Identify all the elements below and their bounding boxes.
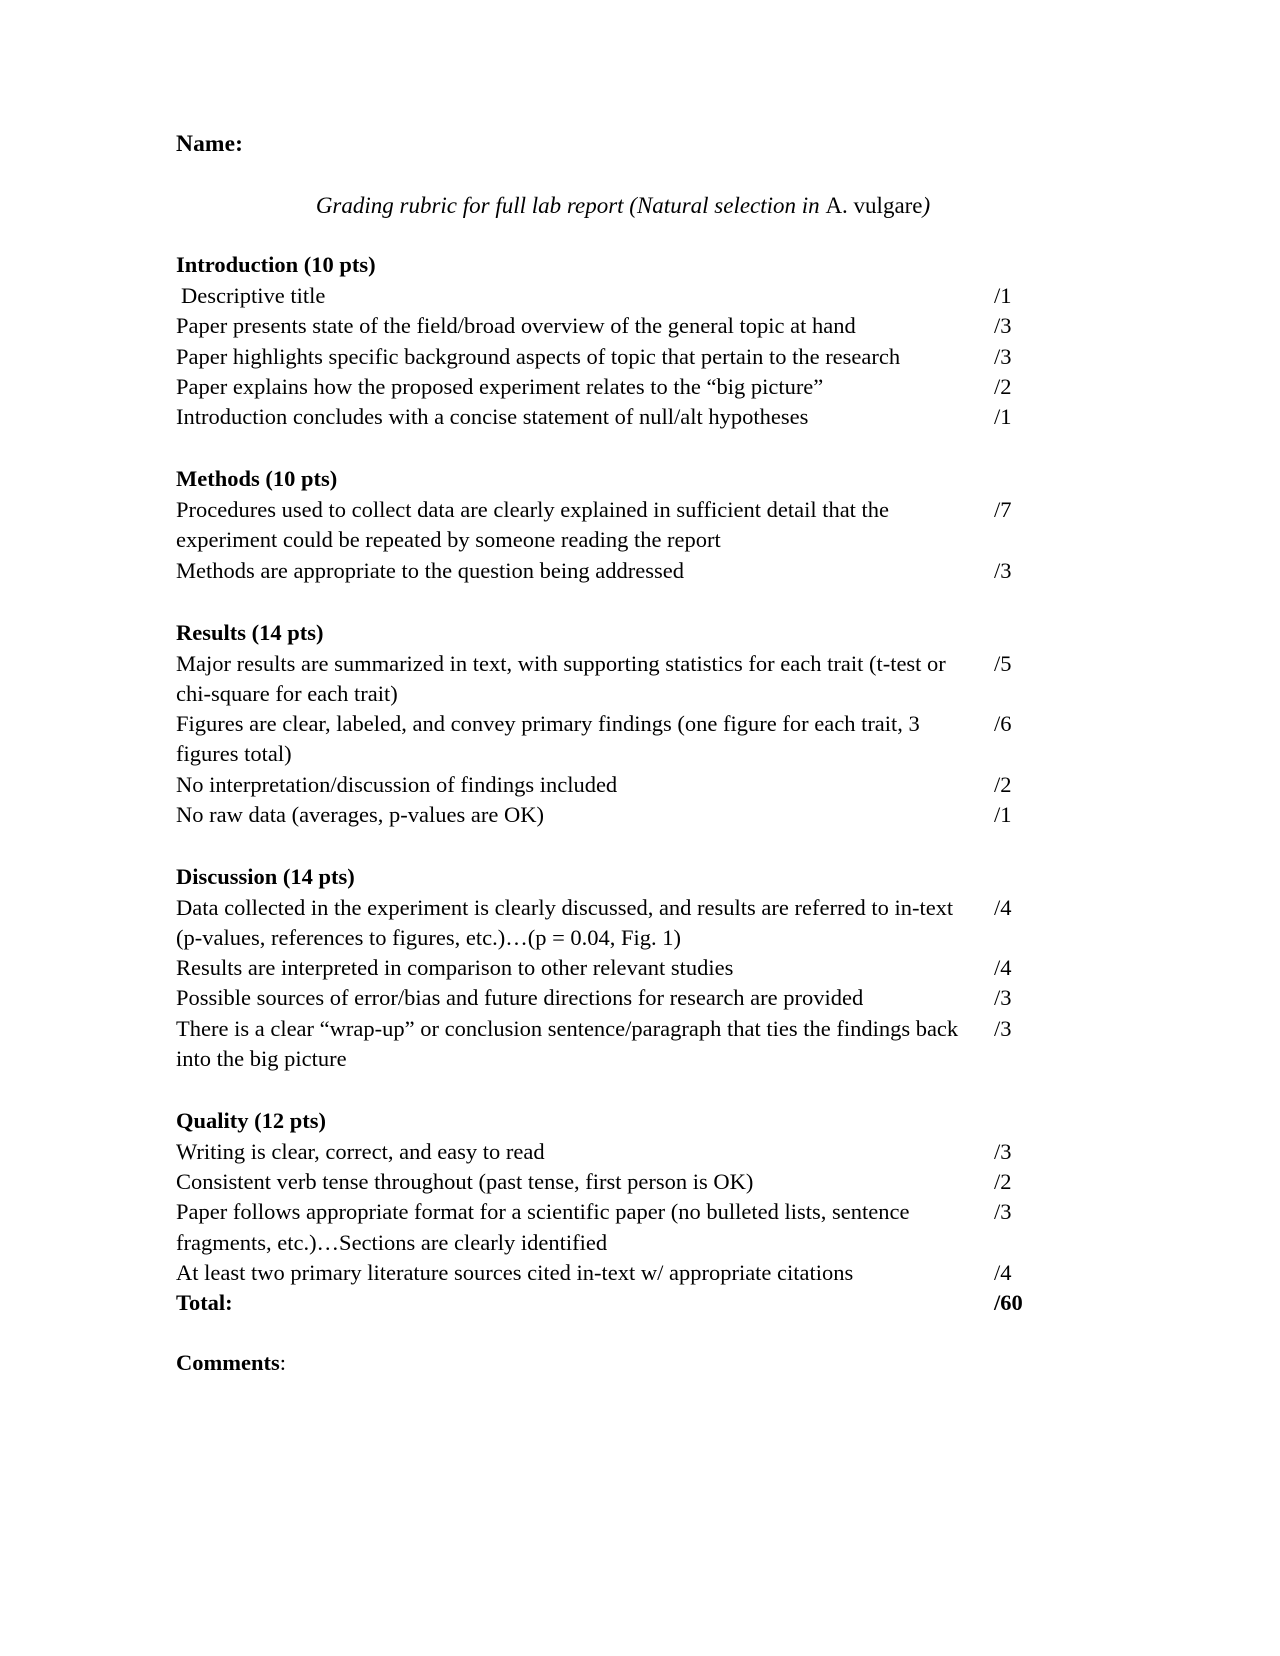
- criterion-points[interactable]: /4: [994, 1259, 1012, 1285]
- criterion-text: Paper presents state of the field/broad overview of the general topic at hand: [176, 313, 856, 339]
- section-heading: Results (14 pts): [176, 619, 324, 645]
- criterion-points[interactable]: /3: [994, 985, 1012, 1011]
- rubric-section: [176, 862, 1024, 1074]
- criterion-points[interactable]: /1: [994, 801, 1012, 827]
- comments-section: [176, 1348, 1024, 1377]
- criterion-points[interactable]: /3: [994, 557, 1012, 583]
- criterion-text: Major results are summarized in text, with supporting statistics for each trait (t-test or chi-square for each trait): [176, 650, 946, 706]
- criterion-row: [176, 1197, 1024, 1258]
- rubric-section: [176, 618, 1024, 830]
- criterion-row: [176, 372, 1024, 402]
- criterion-row: [176, 1137, 1024, 1167]
- criterion-text: Writing is clear, correct, and easy to read: [176, 1138, 545, 1164]
- criterion-text: Paper highlights specific background aspects of topic that pertain to the research: [176, 343, 901, 369]
- criterion-points[interactable]: /1: [994, 404, 1012, 430]
- criterion-row: [176, 1014, 1024, 1075]
- criterion-points[interactable]: /4: [994, 894, 1012, 920]
- criterion-text: Data collected in the experiment is clearly discussed, and results are referred to in-text (p-values, references to figures, etc.)…(p = 0.04, Fig. 1): [176, 894, 954, 950]
- criterion-points[interactable]: /3: [994, 1015, 1012, 1041]
- criterion-text: There is a clear “wrap-up” or conclusion sentence/paragraph that ties the findings back into the big picture: [176, 1015, 959, 1071]
- name-field-label: Name:: [176, 131, 244, 157]
- total-label: Total:: [176, 1290, 233, 1316]
- criterion-text: Descriptive title: [181, 283, 326, 309]
- criterion-row: [176, 893, 1024, 954]
- comments-label: Comments: [176, 1350, 280, 1376]
- criterion-text: Procedures used to collect data are clearly explained in sufficient detail that the experiment could be repeated by someone reading the report: [176, 497, 890, 553]
- criterion-row: [176, 281, 1024, 311]
- criterion-points[interactable]: /2: [994, 373, 1012, 399]
- criterion-text: Paper explains how the proposed experiment relates to the “big picture”: [176, 373, 824, 399]
- criterion-row: [176, 1258, 1024, 1288]
- section-heading: Introduction (10 pts): [176, 252, 376, 278]
- criterion-row: [176, 649, 1024, 710]
- title-species-name: A. vulgare: [825, 192, 923, 218]
- criterion-row: [176, 709, 1024, 770]
- section-heading: Discussion (14 pts): [176, 864, 355, 889]
- criterion-row: [176, 342, 1024, 372]
- criterion-points[interactable]: /6: [994, 711, 1012, 736]
- section-heading: Methods (10 pts): [176, 466, 338, 492]
- title-italic-prefix: Grading rubric for full lab report (Natural selection in: [315, 192, 826, 218]
- rubric-section: [176, 250, 1024, 432]
- criterion-points[interactable]: /1: [994, 283, 1012, 309]
- rubric-sections: [176, 250, 1024, 1318]
- criterion-points[interactable]: /2: [994, 1169, 1012, 1195]
- rubric-sheet: [176, 132, 1024, 1378]
- criterion-row: [176, 556, 1024, 586]
- criterion-text: No interpretation/discussion of findings included: [176, 771, 618, 797]
- criterion-points[interactable]: /3: [994, 313, 1012, 339]
- criterion-row: [176, 800, 1024, 830]
- criterion-row: [176, 770, 1024, 800]
- criterion-points[interactable]: /2: [994, 771, 1012, 797]
- criterion-points[interactable]: /7: [994, 497, 1012, 523]
- criteria-list: [176, 495, 1024, 586]
- criteria-list: [176, 1137, 1024, 1319]
- criterion-text: Consistent verb tense throughout (past tense, first person is OK): [176, 1169, 754, 1195]
- criterion-text: No raw data (averages, p-values are OK): [176, 801, 544, 827]
- criterion-points[interactable]: /5: [994, 650, 1012, 676]
- criterion-row: [176, 311, 1024, 341]
- title-italic-suffix: ): [922, 192, 931, 218]
- criteria-list: [176, 893, 1024, 1075]
- section-heading: Quality (12 pts): [176, 1108, 327, 1134]
- criterion-text: Figures are clear, labeled, and convey primary findings (one figure for each trait, 3 figures total): [176, 711, 920, 767]
- criterion-points[interactable]: /4: [994, 955, 1012, 981]
- criterion-text: At least two primary literature sources cited in-text w/ appropriate citations: [176, 1259, 854, 1285]
- criterion-points[interactable]: /3: [994, 1138, 1012, 1164]
- criteria-list: [176, 281, 1024, 432]
- criterion-text: Introduction concludes with a concise statement of null/alt hypotheses: [176, 404, 809, 430]
- criterion-points[interactable]: /3: [994, 1199, 1012, 1225]
- criterion-row: [176, 402, 1024, 432]
- criterion-points[interactable]: /3: [994, 343, 1012, 369]
- criterion-text: Possible sources of error/bias and future directions for research are provided: [176, 985, 864, 1011]
- criterion-text: Results are interpreted in comparison to other relevant studies: [176, 955, 734, 981]
- rubric-section: [176, 1106, 1024, 1318]
- criterion-row: [176, 1167, 1024, 1197]
- criterion-text: Paper follows appropriate format for a scientific paper (no bulleted lists, sentence fragments, etc.)…Sections are clearly identified: [176, 1199, 910, 1255]
- criterion-row: [176, 953, 1024, 983]
- page-title: [176, 192, 1024, 220]
- total-points[interactable]: /60: [994, 1290, 1023, 1316]
- comments-colon: :: [279, 1350, 286, 1376]
- criteria-list: [176, 649, 1024, 831]
- criterion-text: Methods are appropriate to the question being addressed: [176, 557, 684, 583]
- criterion-row: [176, 495, 1024, 556]
- rubric-section: [176, 464, 1024, 585]
- criterion-row: [176, 983, 1024, 1013]
- total-row: [176, 1288, 1024, 1318]
